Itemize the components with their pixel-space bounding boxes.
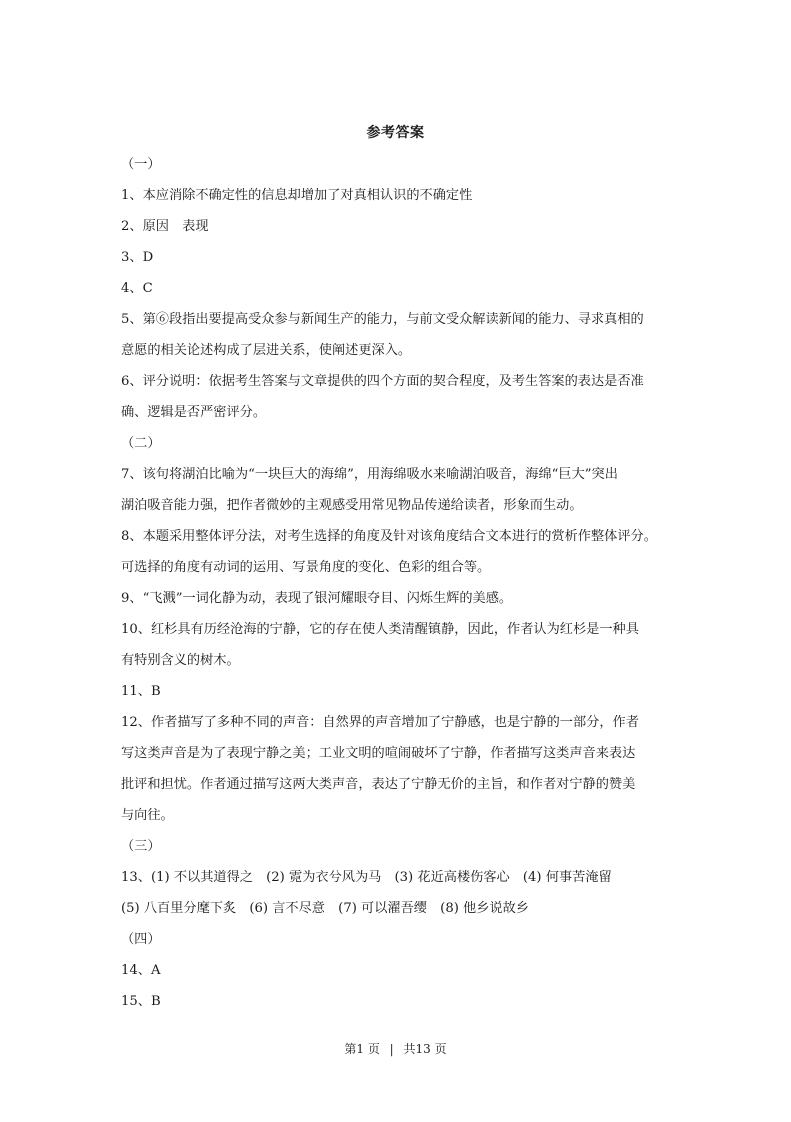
answer-10-line-1: 10、红杉具有历经沧海的宁静，它的存在使人类清醒镇静，因此，作者认为红杉是一种具 <box>121 622 639 637</box>
answer-10-line-2: 有特别含义的树木。 <box>121 653 240 668</box>
answer-7-line-2: 湖泊吸音能力强，把作者微妙的主观感受用常见物品传递给读者，形象而生动。 <box>121 498 583 513</box>
answer-content <box>121 149 673 1017</box>
answer-15: 15、B <box>121 994 161 1009</box>
page-total: 共13 页 <box>403 1042 447 1056</box>
section-heading-2: （二） <box>121 436 161 451</box>
answer-6-line-1: 6、评分说明：依据考生答案与文章提供的四个方面的契合程度，及考生答案的表达是否准 <box>121 374 644 389</box>
section-heading-3: （三） <box>121 839 161 854</box>
page-title: 参考答案 <box>366 125 425 141</box>
answer-6-line-2: 确、逻辑是否严密评分。 <box>121 405 267 420</box>
answer-5-line-2: 意愿的相关论述构成了层进关系，使阐述更深入。 <box>121 343 412 358</box>
footer-separator: | <box>389 1042 394 1056</box>
answer-4: 4、C <box>121 281 153 296</box>
answer-12-line-3: 批评和担忧。作者通过描写这两大类声音，表达了宁静无价的主旨，和作者对宁静的赞美 <box>121 777 636 792</box>
answer-2: 2、原因 表现 <box>121 219 209 234</box>
answer-13-line-2: (5) 八百里分麾下炙 (6) 言不尽意 (7) 可以濯吾缨 (8) 他乡说故乡 <box>121 901 529 916</box>
answer-11: 11、B <box>121 684 161 699</box>
answer-13-line-1: 13、(1) 不以其道得之 (2) 霓为衣兮风为马 (3) 花近高楼伤客心 (4) 何事苦淹留 <box>121 870 612 885</box>
page-footer <box>0 1040 791 1057</box>
answer-8-line-1: 8、本题采用整体评分法，对考生选择的角度及针对该角度结合文本进行的赏析作整体评分。 <box>121 529 657 544</box>
answer-12-line-4: 与向往。 <box>121 808 174 823</box>
answer-3: 3、D <box>121 250 154 265</box>
page-number: 第1 页 <box>344 1042 380 1056</box>
section-heading-4: （四） <box>121 932 161 947</box>
answer-12-line-1: 12、作者描写了多种不同的声音：自然界的声音增加了宁静感，也是宁静的一部分，作者 <box>121 715 639 730</box>
answer-1: 1、本应消除不确定性的信息却增加了对真相认识的不确定性 <box>121 188 473 203</box>
section-heading-1: （一） <box>121 157 161 172</box>
answer-14: 14、A <box>121 963 161 978</box>
answer-9: 9、“飞溅”一词化静为动，表现了银河耀眼夺目、闪烁生辉的美感。 <box>121 591 513 606</box>
answer-8-line-2: 可选择的角度有动词的运用、写景角度的变化、色彩的组合等。 <box>121 560 491 575</box>
answer-5-line-1: 5、第⑥段指出要提高受众参与新闻生产的能力，与前文受众解读新闻的能力、寻求真相的 <box>121 312 644 327</box>
answer-7-line-1: 7、该句将湖泊比喻为“一块巨大的海绵”，用海绵吸水来喻湖泊吸音，海绵“巨大”突出 <box>121 467 618 482</box>
answer-12-line-2: 写这类声音是为了表现宁静之美；工业文明的喧闹破坏了宁静，作者描写这类声音来表达 <box>121 746 636 761</box>
